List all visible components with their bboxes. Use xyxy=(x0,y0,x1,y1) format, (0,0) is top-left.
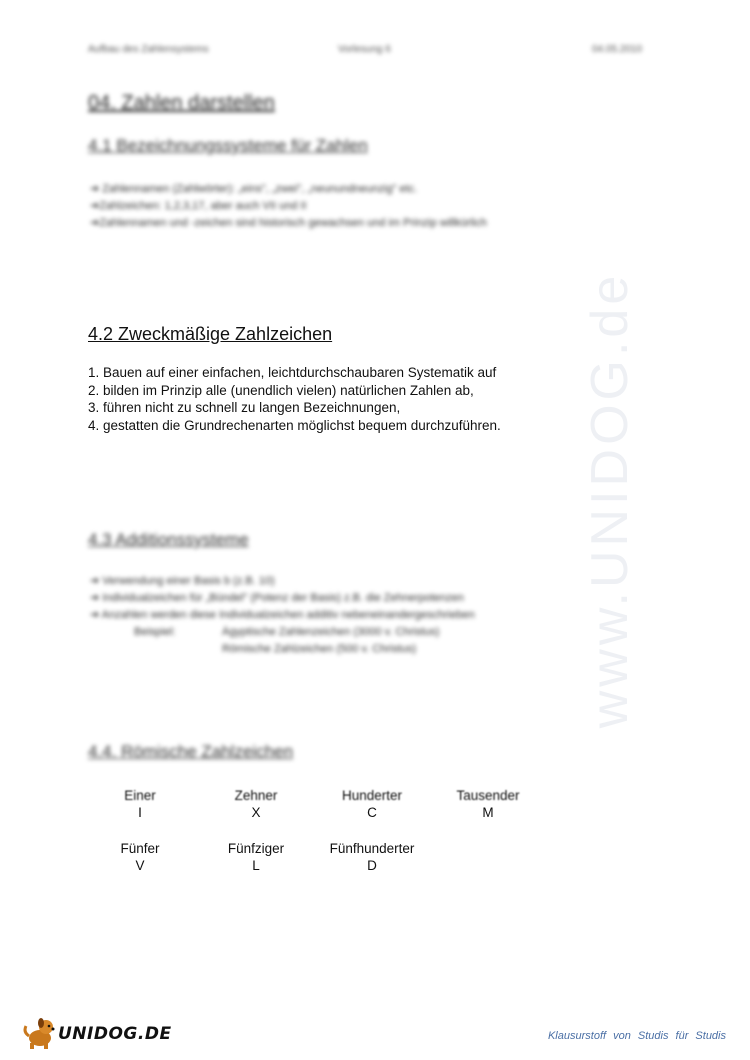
numeral-label: Einer xyxy=(124,788,156,803)
list-item: 1. Bauen auf einer einfachen, leichtdurchschaubaren Systematik auf xyxy=(88,365,497,380)
footer-tagline: Klausurstoff von Studis für Studis xyxy=(547,1030,726,1042)
numeral-label: Tausender xyxy=(456,788,520,803)
section1-heading: 4.1 Bezeichnungssysteme für Zahlen xyxy=(88,136,368,155)
numeral-label: Fünfer xyxy=(120,841,160,856)
list-item: ➔ Zahlennamen (Zahlwörter): „eins", „zwei", „neunundneunzig" etc. xyxy=(90,183,418,195)
page-title: 04. Zahlen darstellen xyxy=(88,92,275,114)
numeral-label: Zehner xyxy=(234,788,278,803)
numeral-label: Fünfziger xyxy=(227,841,285,856)
section2-heading: 4.2 Zweckmäßige Zahlzeichen xyxy=(88,324,333,344)
numeral-cell xyxy=(85,840,195,874)
list-item: ➔Zahlennamen und -zeichen sind historisch gewachsen und im Prinzip willkürlich xyxy=(90,217,487,229)
numeral-symbol: D xyxy=(367,858,377,873)
numeral-symbol: I xyxy=(138,805,142,820)
examples-list xyxy=(222,624,439,658)
numeral-cell xyxy=(433,787,543,821)
numeral-label: Fünfhunderter xyxy=(329,841,415,856)
example-label: Beispiel: xyxy=(134,626,176,638)
watermark-text: www.UNIDOG.de xyxy=(581,271,639,729)
numeral-symbol: X xyxy=(251,805,261,820)
numeral-cell xyxy=(201,787,311,821)
list-item: 4. gestatten die Grundrechenarten möglichst bequem durchzuführen. xyxy=(88,417,501,433)
logo-text: UNIDOG.DE xyxy=(58,1024,172,1044)
numeral-cell xyxy=(201,840,311,874)
numeral-symbol: V xyxy=(135,858,145,873)
list-item: ➔ Verwendung einer Basis b (z.B. 10) xyxy=(90,575,275,587)
section4-heading: 4.4. Römische Zahlzeichen xyxy=(88,742,294,761)
numeral-cell xyxy=(317,840,427,874)
numeral-label: Hunderter xyxy=(341,788,403,803)
list-item: ➔ Anzahlen werden diese Individualzeichen additiv nebeneinandergeschrieben xyxy=(90,609,475,621)
numeral-symbol: M xyxy=(482,805,494,820)
list-item: 2. bilden im Prinzip alle (unendlich vielen) natürlichen Zahlen ab, xyxy=(88,382,474,398)
numeral-cell xyxy=(317,787,427,821)
section3-heading: 4.3 Additionssysteme xyxy=(88,530,249,549)
example-item: Römische Zahlzeichen (500 v. Christus) xyxy=(222,643,417,655)
numeral-cell xyxy=(85,787,195,821)
list-item: ➔Zahlzeichen: 1,2,3,17, aber auch VII und II xyxy=(90,200,307,212)
list-item: ➔ Individualzeichen für „Bündel" (Potenz der Basis) z.B. die Zehnerpotenzen xyxy=(90,592,464,604)
list-item: 3. führen nicht zu schnell zu langen Bezeichnungen, xyxy=(88,400,401,415)
section2-list xyxy=(88,364,501,434)
numeral-symbol: C xyxy=(367,805,377,820)
header-center: Vorlesung 6 xyxy=(338,44,391,55)
section1-list xyxy=(90,181,487,232)
header-left: Aufbau des Zahlensystems xyxy=(88,44,209,55)
numeral-symbol: L xyxy=(252,858,260,873)
example-item: Ägyptische Zahlenzeichen (3000 v. Christus) xyxy=(222,626,440,638)
section3-list xyxy=(90,573,475,624)
header-date: 04.05.2010 xyxy=(592,44,643,55)
